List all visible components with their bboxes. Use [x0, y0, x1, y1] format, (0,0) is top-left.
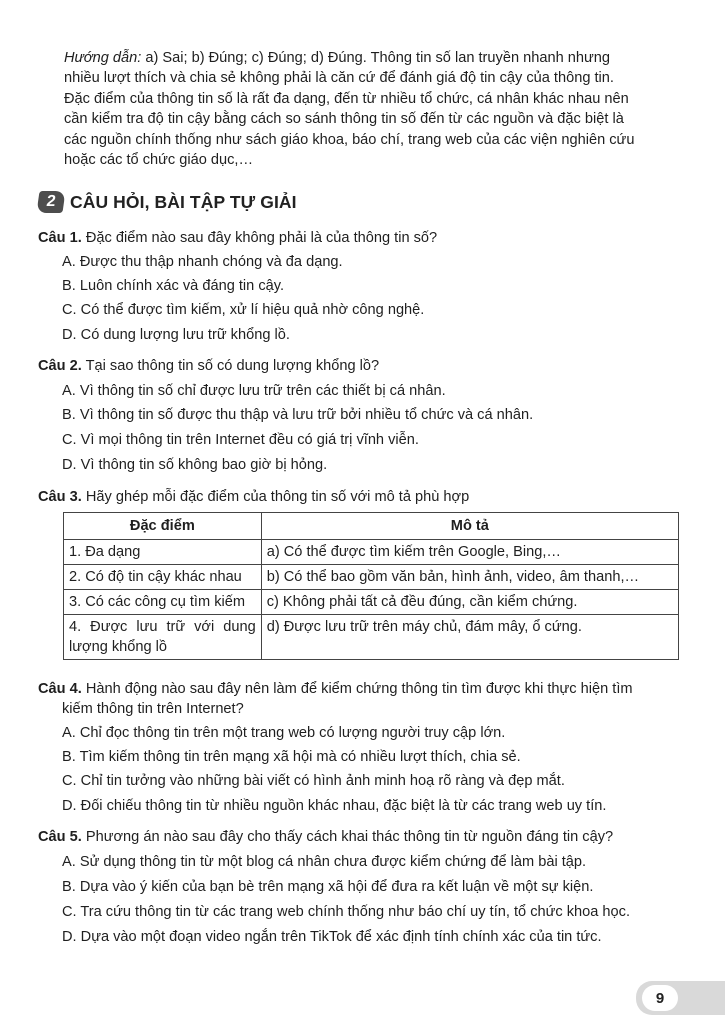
q4-option-c: C. Chỉ tin tưởng vào những bài viết có hình ảnh minh hoạ rõ ràng và đẹp mắt. [62, 773, 565, 789]
question-4-continued: kiếm thông tin trên Internet? [62, 701, 244, 717]
guide-line-4: cần kiểm tra độ tin cậy bằng cách so sánh thông tin số đến từ các nguồn và đặc biệt là [64, 111, 624, 128]
characteristic-cell: 2. Có độ tin cậy khác nhau [64, 565, 262, 590]
q4-option-d: D. Đối chiếu thông tin từ nhiều nguồn khác nhau, đặc biệt là từ các trang web uy tín. [62, 798, 607, 814]
description-cell: c) Không phải tất cả đều đúng, cần kiểm chứng. [261, 590, 678, 615]
q5-option-b: B. Dựa vào ý kiến của bạn bè trên mạng xã hội để đưa ra kết luận về một sự kiện. [62, 879, 594, 895]
q1-option-b: B. Luôn chính xác và đáng tin cậy. [62, 278, 285, 294]
q5-option-d: D. Dựa vào một đoạn video ngắn trên TikTok để xác định tính chính xác của tin tức. [62, 929, 602, 945]
characteristic-cell: 3. Có các công cụ tìm kiếm [64, 590, 262, 615]
table-row [64, 590, 679, 615]
table-header-row [64, 513, 679, 540]
q5-option-a: A. Sử dụng thông tin từ một blog cá nhân chưa được kiểm chứng để làm bài tập. [62, 854, 587, 870]
q2-option-a: A. Vì thông tin số chỉ được lưu trữ trên các thiết bị cá nhân. [62, 383, 446, 399]
description-cell: b) Có thể bao gồm văn bản, hình ảnh, video, âm thanh,… [261, 565, 678, 590]
question-5: Câu 5. Phương án nào sau đây cho thấy cách khai thác thông tin từ nguồn đáng tin cậy? [38, 829, 614, 845]
question-3: Câu 3. Hãy ghép mỗi đặc điểm của thông tin số với mô tả phù hợp [38, 489, 470, 505]
guide-line-5: các nguồn chính thống như sách giáo khoa, báo chí, trang web của các viện nghiên cứu [64, 131, 635, 148]
guide-line-2: nhiều lượt thích và chia sẻ không phải là căn cứ để đánh giá độ tin cậy của thông tin. [64, 70, 614, 87]
matching-table [63, 512, 679, 660]
guide-line-1: Hướng dẫn: a) Sai; b) Đúng; c) Đúng; d) Đúng. Thông tin số lan truyền nhanh nhưng [64, 50, 610, 66]
question-2: Câu 2. Tại sao thông tin số có dung lượng khổng lồ? [38, 358, 380, 374]
q5-option-c: C. Tra cứu thông tin từ các trang web chính thống như báo chí uy tín, tổ chức khoa học. [62, 904, 631, 920]
answer-guide [64, 48, 692, 170]
description-cell: d) Được lưu trữ trên máy chủ, đám mây, ổ cứng. [261, 615, 678, 660]
table-row [64, 565, 679, 590]
guide-line-3: Đặc điểm của thông tin số là rất đa dạng, đến từ nhiều tổ chức, cá nhân khác nhau nên [64, 90, 629, 107]
question-4: Câu 4. Hành động nào sau đây nên làm để kiểm chứng thông tin tìm được khi thực hiện tìm [38, 681, 633, 697]
description-cell: a) Có thể được tìm kiếm trên Google, Bing,… [261, 540, 678, 565]
characteristic-cell: 4. Được lưu trữ với dung lượng khổng lồ [64, 615, 262, 660]
characteristic-cell: 1. Đa dạng [64, 540, 262, 565]
header-characteristic: Đặc điểm [64, 513, 262, 540]
q4-option-a: A. Chỉ đọc thông tin trên một trang web có lượng người truy cập lớn. [62, 725, 506, 741]
q1-option-c: C. Có thể được tìm kiếm, xử lí hiệu quả nhờ công nghệ. [62, 302, 425, 318]
page-number: 9 [642, 985, 678, 1011]
q1-option-a: A. Được thu thập nhanh chóng và đa dạng. [62, 254, 343, 270]
q2-option-b: B. Vì thông tin số được thu thập và lưu trữ bởi nhiều tổ chức và cá nhân. [62, 407, 534, 423]
page-number-tab [636, 981, 725, 1015]
table-row [64, 615, 679, 660]
q1-option-d: D. Có dung lượng lưu trữ khổng lồ. [62, 327, 290, 343]
section-heading [38, 190, 297, 214]
header-description: Mô tả [261, 513, 678, 540]
q2-option-c: C. Vì mọi thông tin trên Internet đều có giá trị vĩnh viễn. [62, 432, 419, 448]
question-1: Câu 1. Đặc điểm nào sau đây không phải là của thông tin số? [38, 230, 438, 246]
section-title: CÂU HỎI, BÀI TẬP TỰ GIẢI [70, 191, 297, 212]
guide-line-6: hoặc các tổ chức giáo dục,… [64, 152, 254, 169]
q2-option-d: D. Vì thông tin số không bao giờ bị hỏng. [62, 457, 328, 473]
table-row [64, 540, 679, 565]
guide-label: Hướng dẫn: [64, 50, 142, 66]
q4-option-b: B. Tìm kiếm thông tin trên mạng xã hội mà có nhiều lượt thích, chia sẻ. [62, 749, 521, 765]
section-number-badge: 2 [36, 191, 65, 213]
